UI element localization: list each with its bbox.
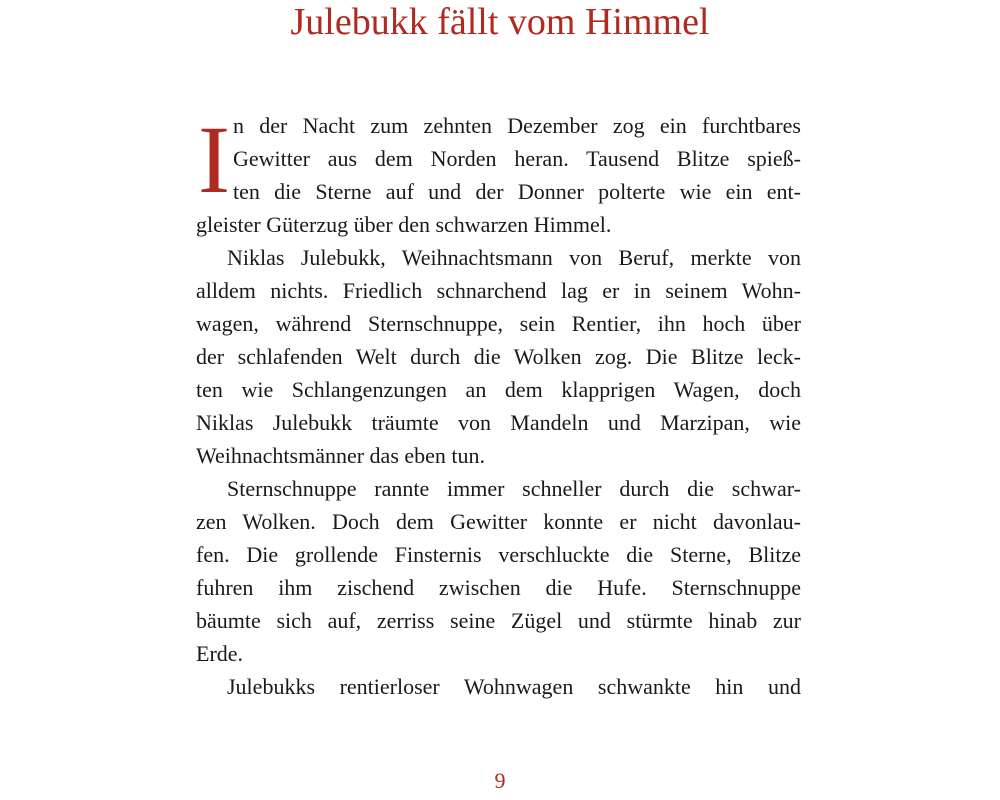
paragraph-2 bbox=[196, 241, 801, 472]
text-line: alldem nichts. Friedlich schnarchend lag er in seinem Wohn- bbox=[196, 278, 801, 303]
paragraph-4 bbox=[196, 670, 801, 703]
drop-cap: I bbox=[198, 106, 230, 213]
text-line: Weihnachtsmänner das eben tun. bbox=[196, 443, 486, 468]
text-line: fen. Die grollende Finsternis verschluckte die Sterne, Blitze bbox=[196, 542, 801, 567]
text-line: gleister Güterzug über den schwarzen Himmel. bbox=[196, 212, 612, 237]
text-line: Gewitter aus dem Norden heran. Tausend Blitze spieß- bbox=[233, 146, 801, 171]
text-line: wagen, während Sternschnuppe, sein Rentier, ihn hoch über bbox=[196, 311, 801, 336]
text-line: Julebukks rentierloser Wohnwagen schwankte hin und bbox=[227, 674, 801, 699]
text-line: Niklas Julebukk träumte von Mandeln und Marzipan, wie bbox=[196, 410, 801, 435]
text-line: Erde. bbox=[196, 641, 244, 666]
text-line: ten wie Schlangenzungen an dem klapprigen Wagen, doch bbox=[196, 377, 801, 402]
text-line: n der Nacht zum zehnten Dezember zog ein furchtbares bbox=[233, 113, 801, 138]
page-number: 9 bbox=[494, 768, 506, 793]
text-line: ten die Sterne auf und der Donner polterte wie ein ent- bbox=[233, 179, 801, 204]
text-line: Sternschnuppe rannte immer schneller durch die schwar- bbox=[227, 476, 801, 501]
text-line: fuhren ihm zischend zwischen die Hufe. Sternschnuppe bbox=[196, 575, 801, 600]
text-line: Niklas Julebukk, Weihnachtsmann von Beruf, merkte von bbox=[227, 245, 801, 270]
paragraph-3 bbox=[196, 472, 801, 670]
text-line: zen Wolken. Doch dem Gewitter konnte er nicht davonlau- bbox=[196, 509, 801, 534]
chapter-title: Julebukk fällt vom Himmel bbox=[290, 1, 710, 43]
text-line: der schlafenden Welt durch die Wolken zog. Die Blitze leck- bbox=[196, 344, 801, 369]
paragraph-1 bbox=[196, 106, 801, 241]
body-text bbox=[196, 106, 801, 703]
text-line: bäumte sich auf, zerriss seine Zügel und stürmte hinab zur bbox=[196, 608, 801, 633]
